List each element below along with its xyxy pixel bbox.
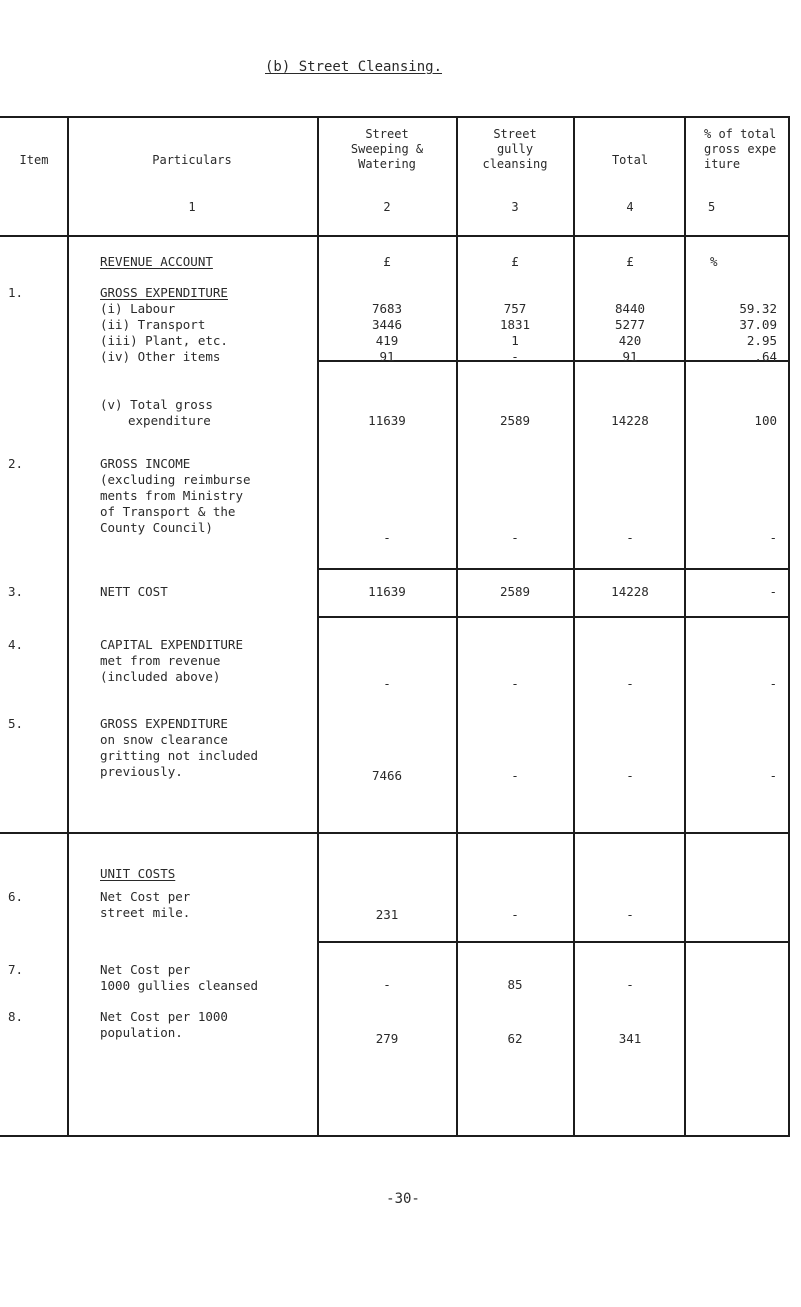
gross-income-line-3: ments from Ministry [100,488,243,503]
gross-row-label: (ii) Transport [100,317,206,332]
capital-expenditure-value: - [383,676,391,691]
snow-clearance-line-4: previously. [100,764,183,779]
nett-cost-value: 14228 [611,584,649,599]
total-gross-label-line-2: expenditure [128,413,211,428]
header-number-3: 3 [511,200,519,214]
cost-per-1000-population-value: 279 [375,1031,399,1046]
table-top-rule [0,116,790,118]
nett-cost-value: 2589 [499,584,531,599]
gross-row-label: (iii) Plant, etc. [100,333,228,348]
gross-row-value: 8440 [614,301,646,316]
gross-income-value: - [769,530,777,545]
header-item: Item [19,153,49,167]
unit-pound-col3: £ [511,254,519,269]
header-number-5: 5 [708,200,716,214]
gross-row-label: (iv) Other items [100,349,221,364]
item-number-8: 8. [8,1009,24,1024]
capital-expenditure-value: - [511,676,519,691]
gross-expenditure-heading: GROSS EXPENDITURE [100,285,228,300]
capital-expenditure-line-2: met from revenue [100,653,221,668]
col-divider-item [67,116,69,1137]
total-gross-value: 11639 [368,413,406,428]
gross-row-value: .64 [754,349,777,364]
gross-income-line-1: GROSS INCOME [100,456,191,471]
cost-per-street-mile-line-2: street mile. [100,905,191,920]
header-street-sweeping-line-1: Street [365,127,409,141]
col-divider-street-sweeping [456,116,458,1137]
gross-row-value: 3446 [371,317,403,332]
cost-per-1000-gullies-line-1: Net Cost per [100,962,191,977]
item-number-2: 2. [8,456,24,471]
gross-row-value: 91 [379,349,395,364]
cost-per-1000-population-line-2: population. [100,1025,183,1040]
header-number-1: 1 [188,200,196,214]
col-divider-percent [788,116,790,1137]
snow-clearance-line-3: gritting not included [100,748,259,763]
header-gully-line-3: cleansing [482,157,548,171]
item-number-4: 4. [8,637,24,652]
col-divider-particulars [317,116,319,1137]
table-bottom-rule [0,1135,790,1137]
revenue-account-heading: REVENUE ACCOUNT [100,254,213,269]
unit-costs-heading: UNIT COSTS [100,866,176,881]
header-gully-line-1: Street [493,127,537,141]
cost-per-1000-gullies-line-2: 1000 gullies cleansed [100,978,259,993]
gross-income-value: - [383,530,391,545]
cost-per-1000-population-line-1: Net Cost per 1000 [100,1009,228,1024]
unit-pound-col2: £ [383,254,391,269]
header-percent-line-2: gross expe [704,142,777,156]
cost-per-street-mile-value: - [626,907,634,922]
item-number-1: 1. [8,285,24,300]
unit-costs-rule [0,832,790,834]
gross-income-line-5: County Council) [100,520,213,535]
page-title: (b) Street Cleansing. [265,59,443,75]
unit-cost-row-rule [318,941,790,943]
header-number-2: 2 [383,200,391,214]
unit-percent-col5: % [710,254,718,269]
item-number-7: 7. [8,962,24,977]
capital-expenditure-value: - [769,676,777,691]
gross-row-value: 1831 [499,317,531,332]
snow-clearance-value: - [626,768,634,783]
header-percent-line-3: iture [704,157,741,171]
gross-row-value: 419 [375,333,399,348]
cost-per-1000-population-value: 341 [618,1031,642,1046]
page-number: -30- [386,1191,420,1207]
header-street-sweeping-line-3: Watering [358,157,416,171]
snow-clearance-line-2: on snow clearance [100,732,228,747]
snow-clearance-line-1: GROSS EXPENDITURE [100,716,228,731]
item-number-3: 3. [8,584,24,599]
gross-row-value: 5277 [614,317,646,332]
item-number-5: 5. [8,716,24,731]
gross-row-value: 420 [618,333,642,348]
gross-income-value: - [511,530,519,545]
snow-clearance-value: 7466 [371,768,403,783]
header-number-4: 4 [626,200,634,214]
total-gross-value: 14228 [611,413,649,428]
nett-cost-rule [318,616,790,618]
gross-row-value: 37.09 [739,317,777,332]
income-rule [318,568,790,570]
gross-row-value: 757 [503,301,527,316]
header-particulars: Particulars [152,153,232,167]
capital-expenditure-line-3: (included above) [100,669,221,684]
gross-row-value: 91 [622,349,638,364]
capital-expenditure-line-1: CAPITAL EXPENDITURE [100,637,243,652]
header-gully-line-2: gully [496,142,534,156]
cost-per-street-mile-line-1: Net Cost per [100,889,191,904]
gross-row-value: 59.32 [739,301,777,316]
gross-row-value: 1 [511,333,519,348]
nett-cost-value: 11639 [368,584,406,599]
total-gross-value: 2589 [499,413,531,428]
gross-row-value: - [511,349,519,364]
cost-per-1000-gullies-value: - [383,977,391,992]
header-street-sweeping-line-2: Sweeping & [350,142,424,156]
gross-row-value: 2.95 [746,333,777,348]
gross-income-line-2: (excluding reimburse [100,472,251,487]
col-divider-gully [573,116,575,1137]
header-percent-line-1: % of total [704,127,777,141]
gross-row-label: (i) Labour [100,301,176,316]
cost-per-street-mile-value: 231 [375,907,399,922]
gross-income-line-4: of Transport & the [100,504,236,519]
capital-expenditure-value: - [626,676,634,691]
total-gross-value: 100 [754,413,777,428]
header-total: Total [611,153,649,167]
nett-cost-label: NETT COST [100,584,168,599]
total-gross-label-line-1: (v) Total gross [100,397,213,412]
cost-per-1000-gullies-value: 85 [507,977,523,992]
header-rule [0,235,790,237]
snow-clearance-value: - [511,768,519,783]
cost-per-1000-population-value: 62 [507,1031,523,1046]
item-number-6: 6. [8,889,24,904]
nett-cost-value: - [769,584,777,599]
cost-per-street-mile-value: - [511,907,519,922]
unit-pound-col4: £ [626,254,634,269]
snow-clearance-value: - [769,768,777,783]
col-divider-total [684,116,686,1137]
gross-income-value: - [626,530,634,545]
gross-row-value: 7683 [371,301,403,316]
cost-per-1000-gullies-value: - [626,977,634,992]
